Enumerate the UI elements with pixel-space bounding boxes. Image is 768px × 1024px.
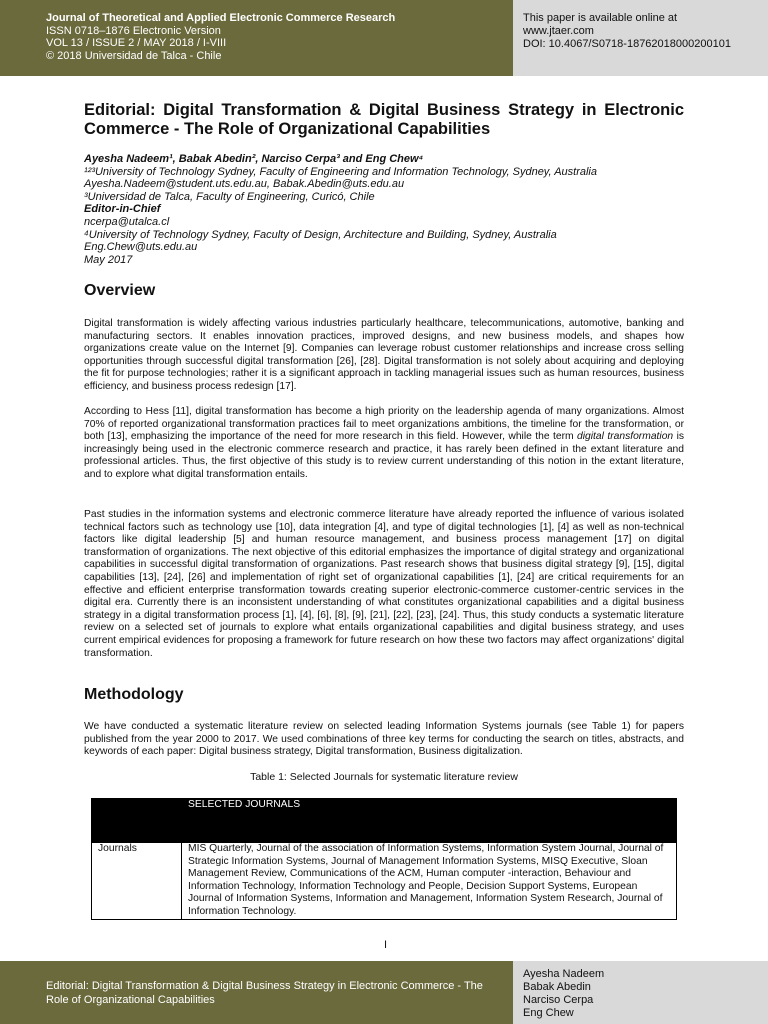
table-row (92, 843, 677, 920)
overview-paragraph-1: Digital transformation is widely affecting various industries particularly healthcare, telecommunications, automotive, banking and manufacturing sectors. It enables innovation practices, improved designs, and new business models, and shapes how organizations create value on the Internet [9]. Companies can leverage robust customer relationships and increase cross selling opportunities through successful digital transformation [26], [28]. Digital transformation is not solely about acquiring and deploying the fit for purpose technologies; rather it is a significant approach in tackling managerial issues such as human resources, business efficiency, and business process redesign [17]. (84, 318, 684, 392)
table-row-value: MIS Quarterly, Journal of the association of Information Systems, Information System Journal, Journal of Strategic Information Systems, Journal of Management Information Systems, MISQ Executive, Sloan Management Review, Communications of the ACM, Human computer -interaction, Behaviour and Information Technology, Information Technology and People, Decision Support Systems, European Journal of Information Systems, Information and Management, Information System Research, Journal of Information Technology. (182, 843, 677, 920)
footer-author: Ayesha Nadeem (523, 968, 605, 980)
affiliation-talca: ³Universidad de Talca, Faculty of Engineering, Curicó, Chile (84, 190, 375, 203)
author-emails[interactable]: Ayesha.Nadeem@student.uts.edu.au, Babak.Abedin@uts.edu.au (84, 178, 405, 191)
paper-date: May 2017 (84, 253, 133, 266)
editor-in-chief-label: Editor-in-Chief (84, 203, 161, 216)
footer-author: Eng Chew (523, 1007, 574, 1019)
footer-authors (513, 961, 768, 1024)
page-number: I (384, 939, 388, 951)
online-info (513, 0, 768, 76)
affiliation-uts-engineering: ¹²³University of Technology Sydney, Faculty of Engineering and Information Technology, Sydney, Australia (84, 165, 597, 178)
emphasis-term: digital transformation (577, 431, 674, 443)
table-caption: Table 1: Selected Journals for systematic literature review (250, 771, 518, 783)
footer-author: Babak Abedin (523, 981, 591, 993)
author-block (84, 153, 704, 266)
overview-paragraph-3: Past studies in the information systems and electronic commerce literature have already reported the influence of various isolated technical factors such as technology use [10], data integration [4], and type of digital technologies [1], [4] as well as non-technical factors like digital leadership [5] and human resource management, and business process management [17] on digital transformation of organizations. The next objective of this editorial emphasizes the importance of digital strategy and organizational capabilities in successful digital transformation of organizations. Past research shows that business digital strategy [9], [15], digital capabilities [13], [24], [26] and implementation of right set of organizational capabilities [1], [24] are critical requirements for an effective and efficient enterprise transformation towards creating superior electronic-commerce customer-centric services in the digital era. Currently there is an inconsistent understanding of what constitutes organizational capabilities and a digital business strategy in a digital transformation process [1], [4], [6], [8], [9], [21], [22], [23], [24]. Thus, this study conducts a systematic literature review on a selected set of journals to explore what entails organizational capabilities and digital business strategy, and uses current empirical evidences for proposing a framework for future research on how these two factors may affect organizations' digital transformation. (84, 509, 684, 659)
overview-heading: Overview (84, 282, 156, 299)
footer-title: Editorial: Digital Transformation & Digital Business Strategy in Electronic Commerce - The Role of Organizational Capabilities (0, 961, 513, 1024)
journals-table (91, 798, 677, 920)
overview-paragraph-2-start: According to Hess [11], digital transformation has become a high priority on the leadership agenda of many organizations. Almost 70% of reported organizational transformation practices fail to meet organizations ambitions, the timeline for the transformation, or both [13], emphasizing the importance of the need for more research in this field. However, while the term (84, 406, 684, 443)
journal-header (0, 0, 513, 76)
overview-paragraph-2-end: is increasingly being used in the electronic commerce research and practice, it has rarely been defined in the extant literature and professional articles. Thus, the first objective of this study is to review current understanding of this notion in the extant literature, and to explore what digital transformation entails. (84, 431, 685, 480)
volume-info: VOL 13 / ISSUE 2 / MAY 2018 / I-VIII (46, 37, 227, 49)
journal-url[interactable]: www.jtaer.com (523, 25, 594, 37)
overview-paragraph-2 (84, 406, 684, 482)
methodology-heading: Methodology (84, 686, 184, 703)
journal-name: Journal of Theoretical and Applied Electronic Commerce Research (46, 12, 396, 24)
online-note: This paper is available online at (523, 12, 678, 24)
table-header-blank (92, 799, 182, 843)
table-header-row (92, 799, 677, 843)
issn: ISSN 0718–1876 Electronic Version (46, 24, 221, 37)
footer-author: Narciso Cerpa (523, 994, 594, 1006)
affiliation-uts-design: ⁴University of Technology Sydney, Faculty of Design, Architecture and Building, Sydney, Australia (84, 228, 557, 241)
author-names: Ayesha Nadeem¹, Babak Abedin², Narciso Cerpa³ and Eng Chew⁴ (84, 153, 424, 165)
doi[interactable]: DOI: 10.4067/S0718-18762018000200101 (523, 38, 731, 50)
copyright: © 2018 Universidad de Talca - Chile (46, 49, 222, 62)
table-row-label: Journals (92, 843, 182, 920)
paper-title: Editorial: Digital Transformation & Digital Business Strategy in Electronic Commerce - The Role of Organizational Capabilities (84, 101, 684, 138)
methodology-paragraph-1: We have conducted a systematic literature review on selected leading Information Systems journals (see Table 1) for papers published from the year 2000 to 2017. We used combinations of three key terms for conducting the search on titles, abstracts, and keywords of each paper: Digital business strategy, Digital transformation, Business digitalization. (84, 721, 684, 758)
table-header-cell: SELECTED JOURNALS (182, 799, 677, 843)
chew-email[interactable]: Eng.Chew@uts.edu.au (84, 241, 198, 254)
editor-email[interactable]: ncerpa@utalca.cl (84, 215, 170, 228)
